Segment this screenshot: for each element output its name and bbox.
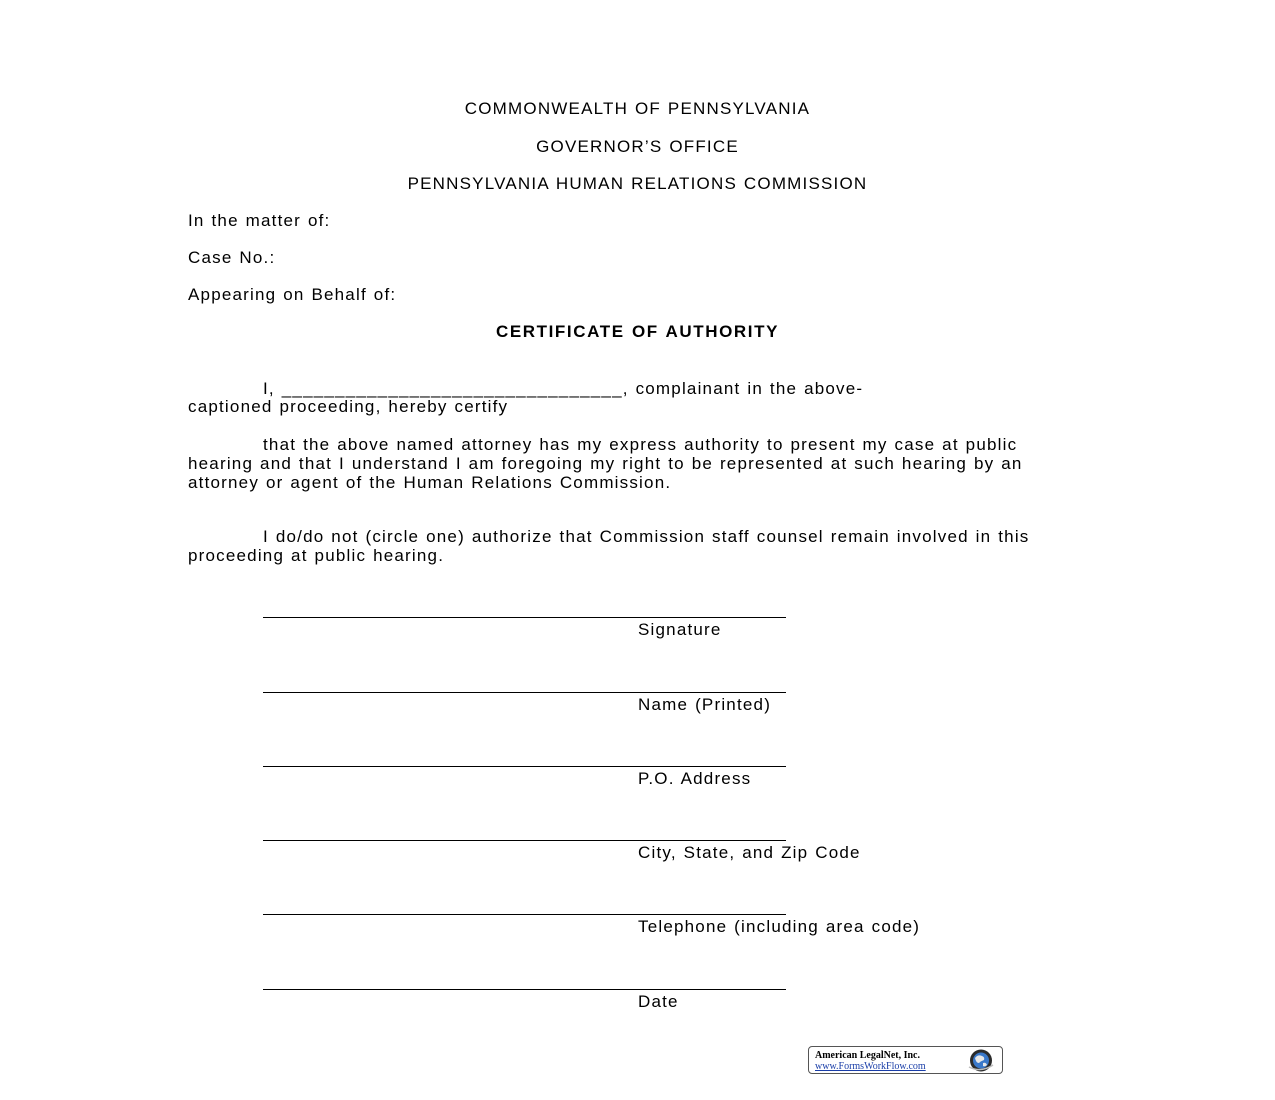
complainant-name-blank: ________________________________ — [281, 379, 623, 398]
city-state-zip-label: City, State, and Zip Code — [638, 843, 861, 862]
header-commonwealth: COMMONWEALTH OF PENNSYLVANIA — [464, 99, 811, 118]
signature-line — [263, 617, 786, 618]
date-line — [263, 989, 786, 990]
date-label: Date — [638, 992, 679, 1011]
po-address-line — [263, 766, 786, 767]
name-printed-line — [263, 692, 786, 693]
appearing-on-behalf-label: Appearing on Behalf of: — [188, 285, 397, 304]
american-legalnet-badge[interactable] — [808, 1046, 1003, 1074]
document-title: CERTIFICATE OF AUTHORITY — [495, 322, 780, 341]
header-commission: PENNSYLVANIA HUMAN RELATIONS COMMISSION — [407, 174, 868, 193]
badge-company-name: American LegalNet, Inc. — [815, 1050, 920, 1061]
certify-paragraph-line2: captioned proceeding, hereby certify — [188, 397, 509, 416]
authority-paragraph: that the above named attorney has my express authority to present my case at public hearing and that I understand I am foregoing my right to be represented at such hearing by an attorney or agent of the Human Relations Commission. — [188, 435, 1023, 492]
po-address-label: P.O. Address — [638, 769, 752, 788]
telephone-line — [263, 914, 786, 915]
telephone-label: Telephone (including area code) — [638, 917, 921, 936]
certify-paragraph-line1 — [263, 379, 863, 398]
badge-url-link[interactable]: www.FormsWorkFlow.com — [815, 1061, 926, 1072]
name-printed-label: Name (Printed) — [638, 695, 772, 714]
certify-intro: I, — [263, 379, 282, 398]
globe-logo-icon — [963, 1048, 999, 1073]
city-state-zip-line — [263, 840, 786, 841]
matter-of-label: In the matter of: — [188, 211, 331, 230]
header-governors-office: GOVERNOR’S OFFICE — [536, 137, 739, 156]
staff-counsel-paragraph: I do/do not (circle one) authorize that Commission staff counsel remain involved in this proceeding at public hearing. — [188, 527, 1030, 565]
signature-label: Signature — [638, 620, 722, 639]
case-number-label: Case No.: — [188, 248, 276, 267]
certify-complainant-text: , complainant in the above- — [622, 379, 864, 398]
